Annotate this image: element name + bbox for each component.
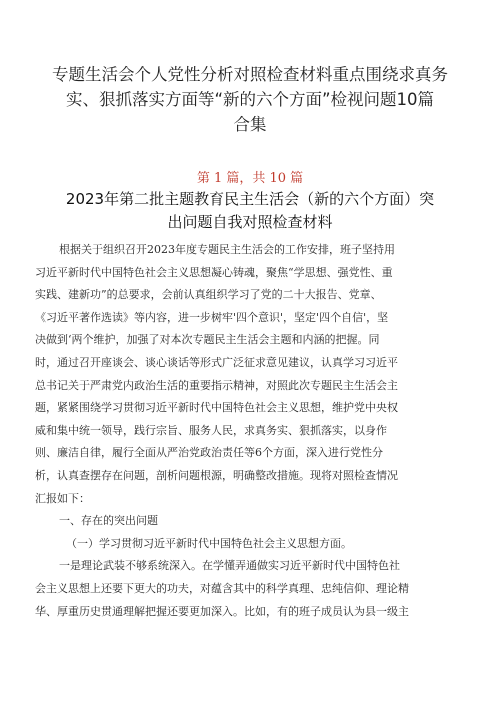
section-title: [40, 188, 460, 234]
paragraph-line: 《习近平著作选读》等内容，进一步树牢'四个意识'，坚定'四个自信'，坚: [35, 310, 389, 324]
paragraph-line: 决做到‘两个维护，加强了对本次专题民主生活会主题和内涵的把握。同: [35, 333, 380, 347]
paragraph-line: 实践、建新功”的总要求，会前认真组织学习了党的二十大报告、党章、: [35, 288, 382, 302]
paragraph-line: 析，认真查摆存在问题，剖析问题根源，明确整改措施。现将对照检查情况: [35, 468, 398, 482]
paragraph-line: 威和集中统一领导，践行宗旨、服务人民，求真务实、狠抓落实，以身作: [35, 423, 387, 437]
subheading-line: （一）学习贯彻习近平新时代中国特色社会主义思想方面。: [66, 536, 352, 550]
paragraph-line: 总书记关于严肃党内政治生活的重要指示精神，对照此次专题民主生活会主: [35, 378, 398, 392]
document-title: [40, 62, 460, 137]
paragraph-line: 题，紧紧围绕学习贯彻习近平新时代中国特色社会主义思想，维护党中央权: [35, 401, 398, 415]
section-title-line: 2023年第二批主题教育民主生活会（新的六个方面）突: [65, 190, 435, 208]
title-line: 合集: [233, 115, 267, 134]
paragraph-line: 一是理论武装不够系统深入。在学懂弄通做实习近平新时代中国特色社: [59, 559, 400, 573]
paragraph-line: 会主义思想上还要下更大的功夫，对蕴含其中的科学真理、忠纯信仰、理论精: [35, 581, 409, 595]
article-counter: 第 1 篇，共 10 篇: [196, 171, 304, 186]
paragraph-line: 汇报如下：: [35, 491, 90, 505]
paragraph-line: 时，通过召开座谈会、谈心谈话等形式广泛征求意见建议，认真学习习近平: [35, 355, 398, 369]
paragraph-line: 则、廉洁自律，履行全面从严治党政治责任等6个方面，深入进行党性分: [35, 446, 383, 460]
paragraph-line: 华、厚重历史贯通理解把握还要更加深入。比如，有的班子成员认为县一级主: [35, 604, 409, 618]
body-text: [35, 239, 467, 623]
section-title-line: 出问题自我对照检查材料: [167, 213, 333, 231]
title-line: 专题生活会个人党性分析对照检查材料重点围绕求真务: [52, 65, 448, 84]
paragraph-line: 根据关于组织召开2023年度专题民主生活会的工作安排，班子坚持用: [59, 243, 395, 256]
title-line: 实、狠抓落实方面等“新的六个方面”检视问题10篇: [65, 90, 435, 109]
heading-line: 一、存在的突出问题: [59, 514, 158, 528]
paragraph-line: 习近平新时代中国特色社会主义思想凝心铸魂，聚焦“学思想、强党性、重: [35, 265, 393, 279]
